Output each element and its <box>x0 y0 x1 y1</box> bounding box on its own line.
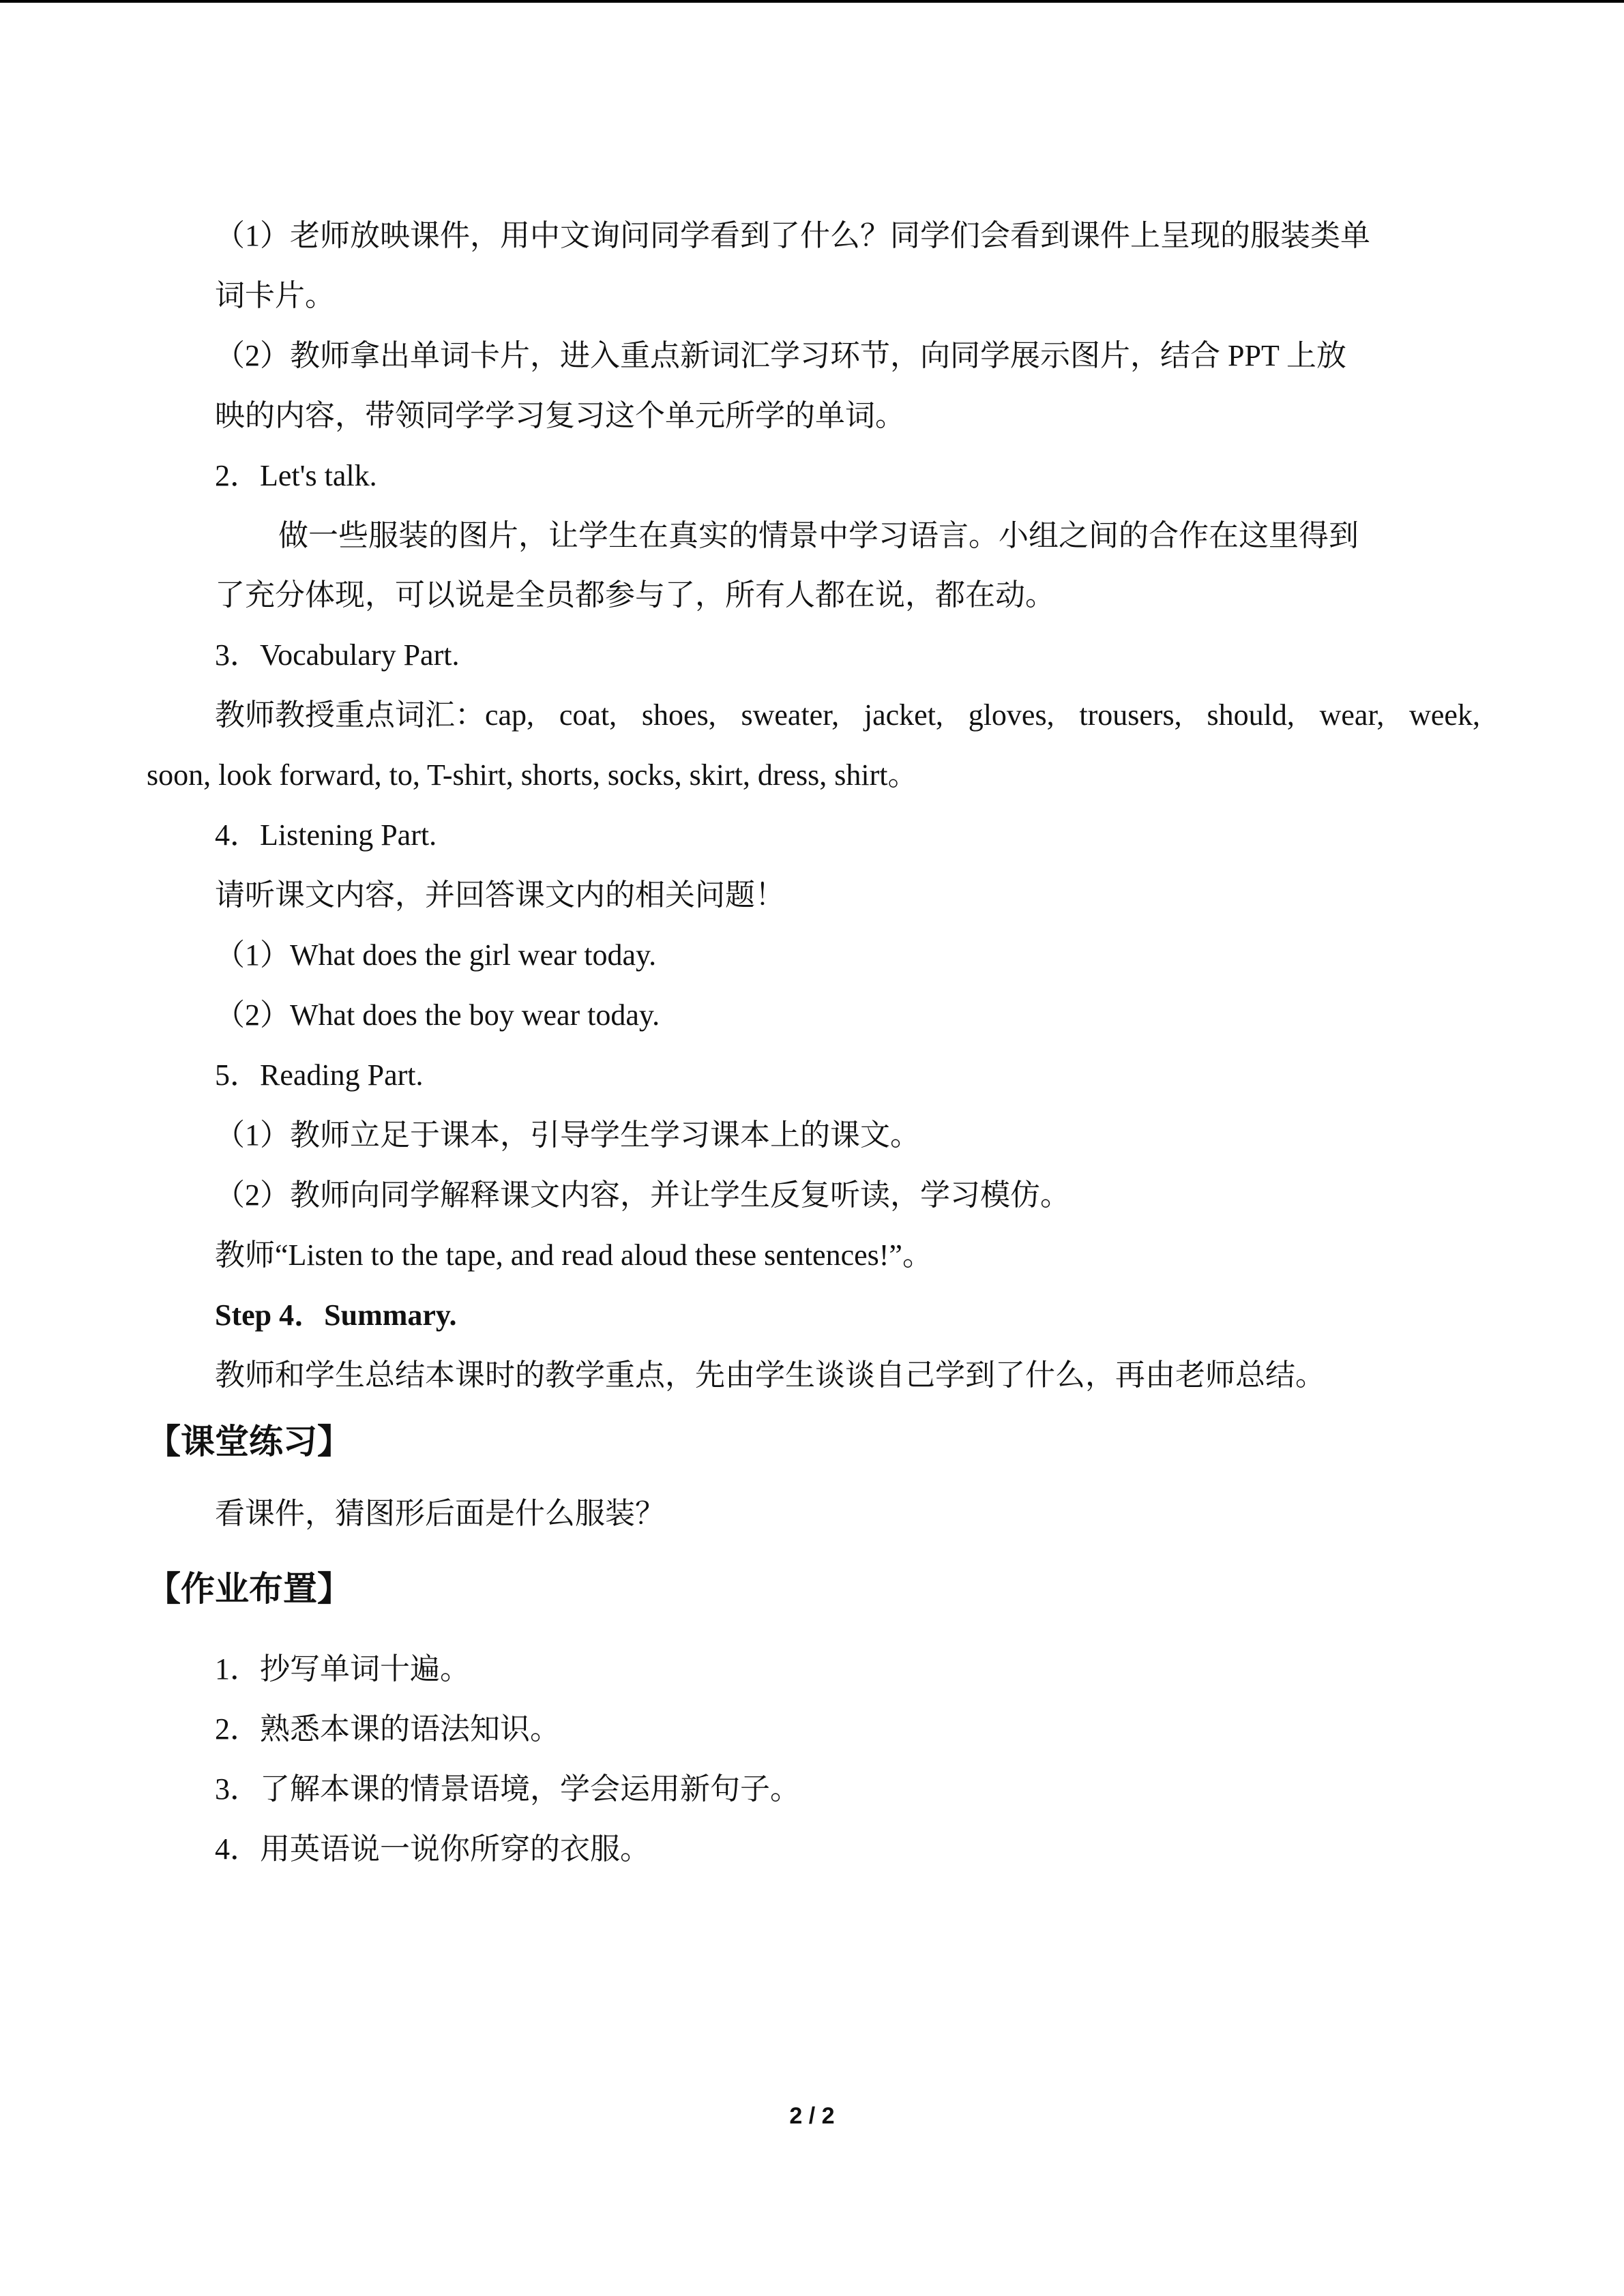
vocab-word: shoes, <box>641 698 716 732</box>
section-heading-vocabulary: 3．Vocabulary Part. <box>215 638 460 672</box>
page-number: 2 / 2 <box>789 2103 835 2129</box>
reading-quote: 教师“Listen to the tape, and read aloud these sentences!”。 <box>215 1238 932 1272</box>
paragraph-line: （1）老师放映课件，用中文询问同学看到了什么？同学们会看到课件上呈现的服装类单 <box>215 219 1370 252</box>
paragraph-line: （2）教师拿出单词卡片，进入重点新词汇学习环节，向同学展示图片，结合 PPT 上放 <box>215 339 1347 372</box>
vocab-word: week, <box>1409 698 1480 732</box>
vocab-word: gloves, <box>968 698 1054 732</box>
homework-item: 1．抄写单词十遍。 <box>215 1652 470 1686</box>
vocab-word: wear, <box>1319 698 1385 732</box>
step4-heading: Step 4．Summary. <box>215 1298 457 1332</box>
homework-item: 4．用英语说一说你所穿的衣服。 <box>215 1832 650 1866</box>
page-top-border <box>0 0 1624 3</box>
vocab-word: coat, <box>559 698 617 732</box>
vocabulary-line-2: soon, look forward, to, T-shirt, shorts, socks, skirt, dress, shirt。 <box>147 758 918 792</box>
vocabulary-line <box>215 695 1480 736</box>
reading-item: （2）教师向同学解释课文内容，并让学生反复听读，学习模仿。 <box>215 1178 1070 1212</box>
vocab-word: sweater, <box>741 698 840 732</box>
paragraph-line: 了充分体现，可以说是全员都参与了，所有人都在说，都在动。 <box>215 578 1055 612</box>
summary-text: 教师和学生总结本课时的教学重点，先由学生谈谈自己学到了什么，再由老师总结。 <box>215 1358 1325 1392</box>
listening-question: （1）What does the girl wear today. <box>215 938 657 972</box>
exercise-text: 看课件，猜图形后面是什么服装？ <box>215 1497 665 1530</box>
listening-question: （2）What does the boy wear today. <box>215 998 660 1032</box>
vocab-word: trousers, <box>1079 698 1182 732</box>
section-heading-lets-talk: 2．Let's talk. <box>215 459 377 492</box>
section-heading-listening: 4．Listening Part. <box>215 818 437 852</box>
paragraph-line: 做一些服装的图片，让学生在真实的情景中学习语言。小组之间的合作在这里得到 <box>278 519 1359 552</box>
paragraph-line: 词卡片。 <box>215 279 335 312</box>
vocab-word: 教师教授重点词汇：cap, <box>215 698 535 732</box>
paragraph-line: 映的内容，带领同学学习复习这个单元所学的单词。 <box>215 399 905 432</box>
paragraph-line: 请听课文内容，并回答课文内的相关问题！ <box>215 878 785 912</box>
vocab-word: should, <box>1207 698 1295 732</box>
section-heading-reading: 5．Reading Part. <box>215 1058 424 1092</box>
exercise-heading: 【课堂练习】 <box>147 1422 351 1461</box>
homework-heading: 【作业布置】 <box>147 1569 351 1609</box>
reading-item: （1）教师立足于课本，引导学生学习课本上的课文。 <box>215 1118 920 1152</box>
homework-item: 3．了解本课的情景语境，学会运用新句子。 <box>215 1772 800 1806</box>
vocab-word: jacket, <box>863 698 943 732</box>
homework-item: 2．熟悉本课的语法知识。 <box>215 1712 560 1746</box>
